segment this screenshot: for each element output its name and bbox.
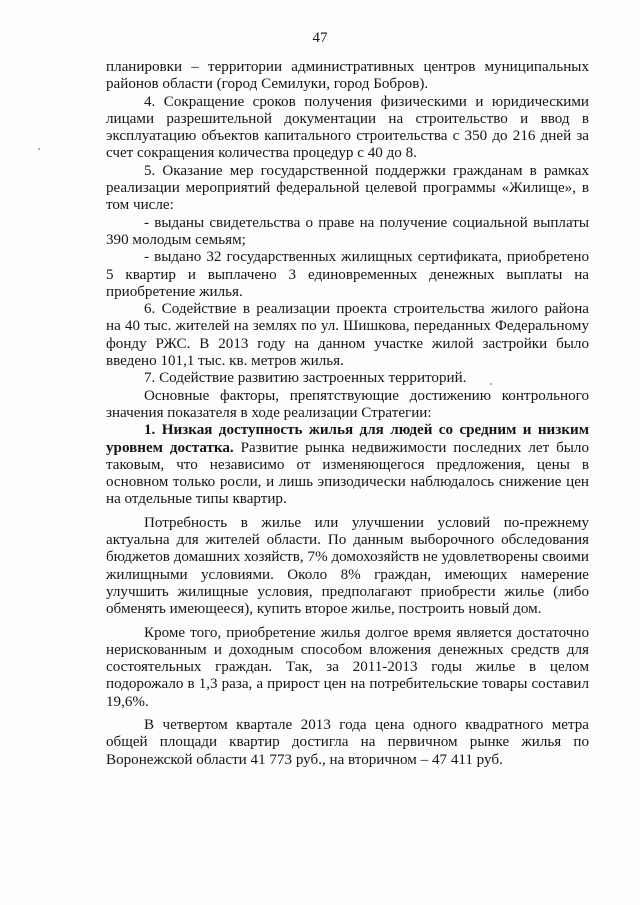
scan-artifact (38, 148, 40, 150)
paragraph-continuation: планировки – территории административных центров муниципальных районов области (город Семилуки, город Бобров). (106, 59, 589, 93)
document-body (106, 59, 589, 769)
paragraph-bullet-housing-certificates: - выдано 32 государственных жилищных сертификата, приобретено 5 квартир и выплачено 3 единовременных денежных выплаты на приобретение жилья. (106, 249, 589, 300)
paragraph-item-7: 7. Содействие развитию застроенных территорий. (144, 370, 467, 387)
paragraph-factors-intro: Основные факторы, препятствующие достижению контрольного значения показателя в ходе реализации Стратегии: (106, 387, 589, 421)
factor-1-heading: 1. Низкая доступность жилья для людей со средним и низким уровнем достатка. (106, 422, 589, 456)
paragraph-housing-demand: Потребность в жилье или улучшении условий по-прежнему актуальна для жителей области. По данным выборочного обследования бюджетов домашних хозяйств, 7% домохозяйств не удовлетворены своими жилищными условиями. Около 8% граждан, имеющих намерение улучшить жилищные условия, предполагают приобрести жилье (либо обменять имеющееся), купить второе жилье, построить новый дом. (106, 514, 589, 618)
paragraph-price-per-meter: В четвертом квартале 2013 года цена одного квадратного метра общей площади квартир достигла на первичном рынке жилья по Воронежской области 41 773 руб., на вторичном – 47 411 руб. (106, 716, 589, 768)
paragraph-factor-1 (106, 422, 589, 508)
paragraph-item-5: 5. Оказание мер государственной поддержки гражданам в рамках реализации мероприятий федеральной целевой программы «Жилище», в том числе: (106, 162, 589, 214)
scan-artifact (490, 383, 492, 385)
paragraph-item-6: 6. Содействие в реализации проекта строительства жилого района на 40 тыс. жителей на землях по ул. Шишкова, переданных Федеральному фонду РЖС. В 2013 году на данном участке жилой застройки было введено 101,1 тыс. кв. метров жилья. (106, 301, 589, 370)
page-number: 47 (312, 30, 328, 46)
paragraph-item-4: 4. Сокращение сроков получения физическими и юридическими лицами разрешительной документации на строительство и ввод в эксплуатацию объектов капитального строительства с 350 до 216 дней за счет сокращения количества процедур с 40 до 8. (106, 93, 589, 162)
factor-1-text: Развитие рынка недвижимости последних лет было таковым, что независимо от изменяющегося предложения, цены в основном только росли, и лишь эпизодически наблюдалось снижение цен на отдельные типы квартир. (106, 439, 589, 508)
paragraph-bullet-certificates: - выданы свидетельства о праве на получение социальной выплаты 390 молодым семьям; (106, 214, 589, 248)
paragraph-investment: Кроме того, приобретение жилья долгое время является достаточно нерискованным и доходным способом вложения денежных средств для состоятельных граждан. Так, за 2011-2013 годы жилье в целом подорожало в 1,3 раза, а прирост цен на потребительские товары составил 19,6%. (106, 624, 589, 710)
